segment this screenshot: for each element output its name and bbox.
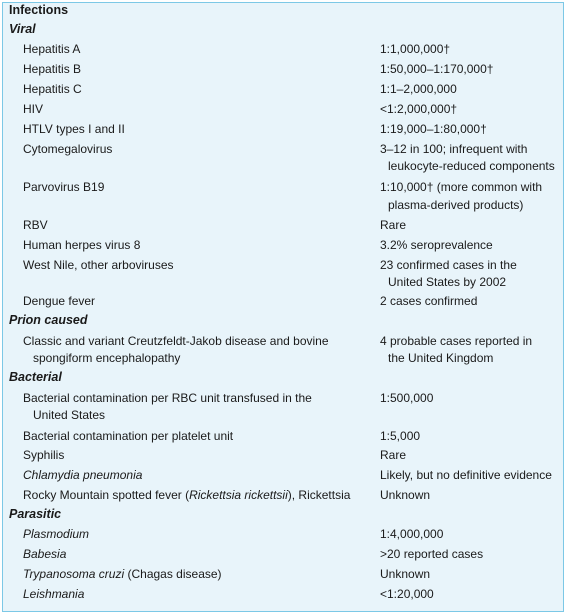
infection-name: Babesia <box>23 547 67 561</box>
infection-risk-continued: leukocyte-reduced components <box>388 159 555 173</box>
infection-name: Chlamydia pneumonia <box>23 468 143 482</box>
infection-name: West Nile, other arboviruses <box>23 258 174 272</box>
section-heading-parasitic: Parasitic <box>9 507 62 521</box>
infection-risk: 4 probable cases reported in <box>380 334 533 348</box>
table-row <box>3 140 563 158</box>
infection-name: Plasmodium <box>23 527 90 541</box>
infection-risk: Unknown <box>380 488 431 502</box>
table-row <box>3 80 563 98</box>
infection-name: Leishmania <box>23 587 85 601</box>
table-row-continuation <box>3 157 563 175</box>
infection-risk-continued: plasma-derived products) <box>388 198 524 212</box>
infection-risk: 1:19,000–1:80,000† <box>380 122 487 136</box>
table-row <box>3 216 563 234</box>
table-row <box>3 466 563 484</box>
infection-name-start: Rocky Mountain spotted fever ( <box>23 488 190 502</box>
section-row <box>3 368 563 386</box>
table-row <box>3 60 563 78</box>
infection-name: RBV <box>23 218 48 232</box>
infection-risk: 23 confirmed cases in the <box>380 258 517 272</box>
section-heading-bacterial: Bacterial <box>9 370 62 384</box>
infection-name: Human herpes virus 8 <box>23 238 141 252</box>
infection-risk: Rare <box>380 218 407 232</box>
infection-name: Bacterial contamination per platelet unit <box>23 429 234 443</box>
infection-name: Parvovirus B19 <box>23 180 105 194</box>
table-row <box>3 178 563 196</box>
infection-risk-continued: United States by 2002 <box>388 275 507 289</box>
infection-name: Dengue fever <box>23 294 96 308</box>
infection-risk: 1:500,000 <box>380 391 434 405</box>
infection-name: Syphilis <box>23 448 65 462</box>
infection-name: HTLV types I and II <box>23 122 125 136</box>
section-row <box>3 311 563 329</box>
infection-name: Hepatitis B <box>23 62 82 76</box>
section-row <box>3 20 563 38</box>
infection-name: Classic and variant Creutzfeldt-Jakob disease and bovine <box>23 334 329 348</box>
infection-name: Cytomegalovirus <box>23 142 113 156</box>
table-row <box>3 389 563 407</box>
infection-name-end: (Chagas disease) <box>124 567 222 581</box>
table-row-continuation <box>3 406 563 424</box>
infection-risk: 1:50,000–1:170,000† <box>380 62 494 76</box>
infection-risk: 1:10,000† (more common with <box>380 180 543 194</box>
table-row <box>3 427 563 445</box>
table-row <box>3 120 563 138</box>
infection-risk: Likely, but no definitive evidence <box>380 468 552 482</box>
table-row-continuation <box>3 273 563 291</box>
table-row <box>3 100 563 118</box>
infection-risk-continued: the United Kingdom <box>388 351 494 365</box>
infection-name: Hepatitis A <box>23 42 81 56</box>
infection-name: Hepatitis C <box>23 82 82 96</box>
infection-name <box>23 565 222 583</box>
infection-name-continued: spongiform encephalopathy <box>33 351 181 365</box>
infection-risk: <1:2,000,000† <box>380 102 458 116</box>
infection-name <box>23 486 350 504</box>
table-row-continuation <box>3 349 563 367</box>
section-row <box>3 505 563 523</box>
infection-risk: 1:5,000 <box>380 429 421 443</box>
section-heading-viral: Viral <box>9 22 36 36</box>
table-row <box>3 292 563 310</box>
infection-name-continued: United States <box>33 408 106 422</box>
table-row <box>3 545 563 563</box>
infection-name-end: ), Rickettsia <box>287 488 351 502</box>
infection-risk: <1:20,000 <box>380 587 434 601</box>
table-row <box>3 40 563 58</box>
infection-name-species: Trypanosoma cruzi <box>23 567 125 581</box>
infection-name-species: Rickettsia rickettsii <box>189 488 288 502</box>
table-row-continuation <box>3 196 563 214</box>
infection-risk: 1:4,000,000 <box>380 527 444 541</box>
table-row <box>3 256 563 274</box>
infection-risk: 3–12 in 100; infrequent with <box>380 142 528 156</box>
table-row <box>3 525 563 543</box>
infection-risk: 2 cases confirmed <box>380 294 478 308</box>
table-row <box>3 446 563 464</box>
infection-risk: 1:1–2,000,000 <box>380 82 457 96</box>
infection-name: Bacterial contamination per RBC unit transfused in the <box>23 391 312 405</box>
table-row <box>3 332 563 350</box>
infection-risk: Rare <box>380 448 407 462</box>
infections-table <box>2 2 564 612</box>
infection-risk: 1:1,000,000† <box>380 42 451 56</box>
infection-risk: Unknown <box>380 567 431 581</box>
infection-risk: >20 reported cases <box>380 547 484 561</box>
table-row <box>3 236 563 254</box>
table-title-row <box>3 1 563 19</box>
infection-risk: 3.2% seroprevalence <box>380 238 493 252</box>
section-heading-prion: Prion caused <box>9 313 88 327</box>
table-title: Infections <box>9 3 69 17</box>
infection-name: HIV <box>23 102 44 116</box>
table-row <box>3 585 563 603</box>
table-row <box>3 565 563 583</box>
table-row <box>3 486 563 504</box>
